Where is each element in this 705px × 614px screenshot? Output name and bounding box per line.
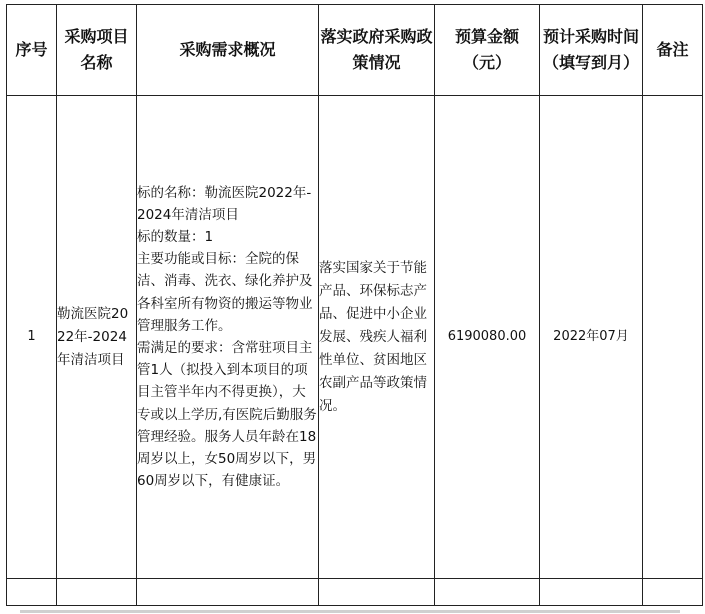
empty-cell: [137, 579, 319, 606]
row-budget: 6190080.00: [435, 96, 540, 579]
row-policy: 落实国家关于节能产品、环保标志产品、促进中小企业发展、残疾人福利性单位、贫困地区农副产品等政策情况。: [319, 96, 435, 579]
empty-cell: [57, 579, 137, 606]
empty-cell: [7, 579, 57, 606]
table-row: [7, 96, 703, 579]
header-project-name: 采购项目名称: [57, 5, 137, 96]
summary-requirements: 需满足的要求：含常驻项目主管1人（拟投入到本项目的项目主管半年内不得更换），大专或以上学历,有医院后勤服务管理经验。服务人员年龄在18周岁以上，女50周岁以下，男60周岁以下，有健康证。: [137, 340, 317, 490]
header-budget: 预算金额（元）: [435, 5, 540, 96]
summary-target-name: 标的名称：勒流医院2022年-2024年清洁项目: [137, 184, 312, 223]
empty-cell: [435, 579, 540, 606]
header-summary: 采购需求概况: [137, 5, 319, 96]
header-time: 预计采购时间（填写到月）: [540, 5, 643, 96]
procurement-table: [6, 4, 703, 606]
empty-cell: [643, 579, 703, 606]
summary-main-function: 主要功能或目标：全院的保洁、消毒、洗衣、绿化养护及各科室所有物资的搬运等物业管理服务工作。: [137, 251, 313, 334]
row-summary: [137, 96, 319, 579]
header-row: [7, 5, 703, 96]
summary-target-quantity: 标的数量：1: [137, 228, 214, 245]
row-seq: 1: [7, 96, 57, 579]
row-time: 2022年07月: [540, 96, 643, 579]
cut-off-text-line: [20, 608, 700, 614]
row-project-name: 勒流医院2022年-2024年清洁项目: [57, 96, 137, 579]
header-remark: 备注: [643, 5, 703, 96]
empty-cell: [540, 579, 643, 606]
header-seq: 序号: [7, 5, 57, 96]
header-policy: 落实政府采购政策情况: [319, 5, 435, 96]
empty-cell: [319, 579, 435, 606]
empty-row: [7, 579, 703, 606]
row-remark: [643, 96, 703, 579]
